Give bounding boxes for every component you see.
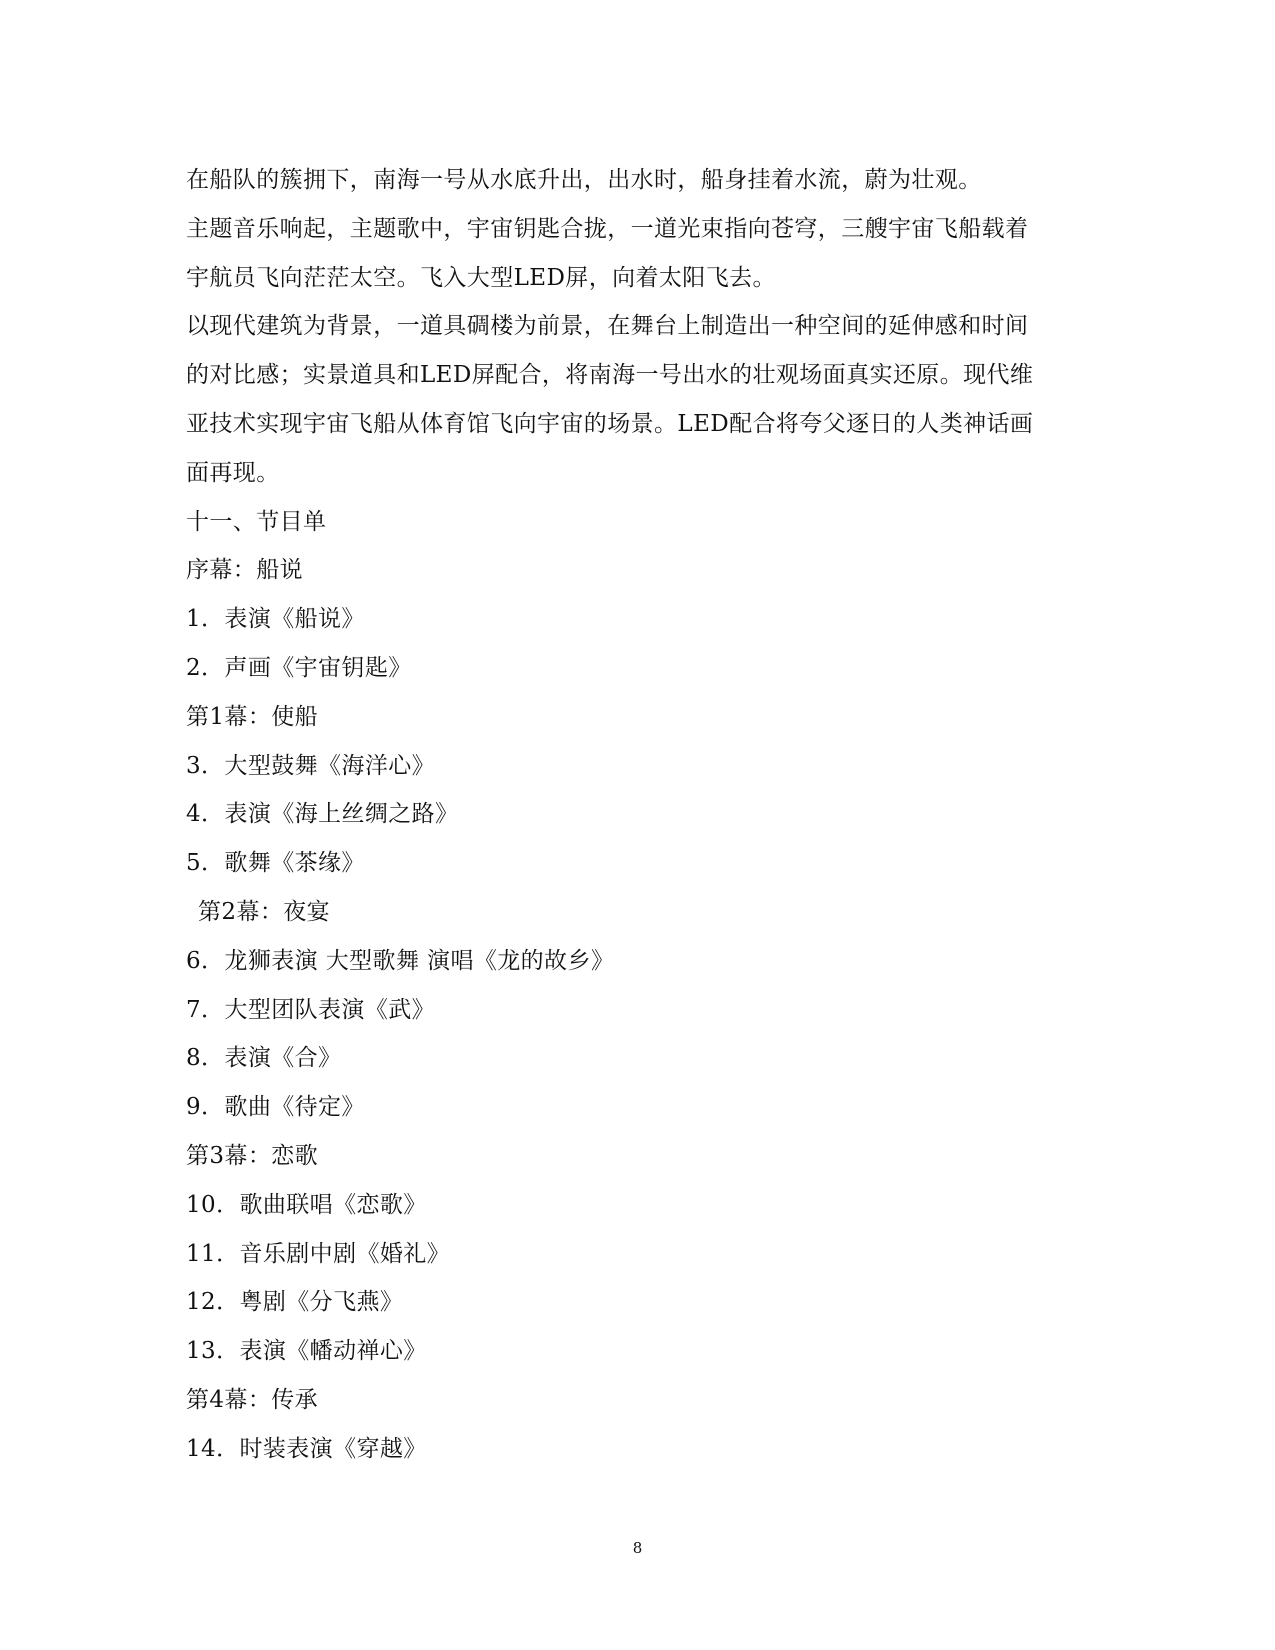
program-item: 4．表演《海上丝绸之路》	[186, 801, 459, 828]
program-act-title: 第4幕：传承	[186, 1386, 319, 1413]
page-number: 8	[632, 1539, 643, 1557]
program-act-title: 第2幕：夜宴	[198, 898, 331, 925]
program-item: 9．歌曲《待定》	[186, 1094, 365, 1121]
body-paragraph-line: 宇航员飞向茫茫太空。飞入大型LED屏，向着太阳飞去。	[186, 264, 776, 291]
body-paragraph-line: 在船队的簇拥下，南海一号从水底升出，出水时，船身挂着水流，蔚为壮观。	[186, 167, 982, 193]
program-item: 10．歌曲联唱《恋歌》	[186, 1191, 427, 1218]
body-paragraph-line: 以现代建筑为背景，一道具碉楼为前景，在舞台上制造出一种空间的延伸感和时间	[186, 313, 1029, 340]
page-content	[186, 156, 1086, 1474]
program-act-title: 第3幕：恋歌	[186, 1142, 319, 1169]
body-paragraph-line: 亚技术实现宇宙飞船从体育馆飞向宇宙的场景。LED配合将夸父逐日的人类神话画	[186, 410, 1034, 437]
section-heading: 十一、节目单	[186, 508, 327, 535]
program-item: 1．表演《船说》	[186, 606, 365, 633]
program-item: 14．时装表演《穿越》	[186, 1435, 427, 1462]
program-item: 5．歌舞《茶缘》	[186, 850, 365, 877]
program-item: 13．表演《幡动禅心》	[186, 1338, 427, 1365]
body-paragraph-line: 主题音乐响起，主题歌中，宇宙钥匙合拢，一道光束指向苍穹，三艘宇宙飞船载着	[186, 215, 1029, 242]
program-act-title: 第1幕：使船	[186, 703, 319, 730]
program-item: 6．龙狮表演 大型歌舞 演唱《龙的故乡》	[186, 947, 615, 974]
program-item: 8．表演《合》	[186, 1045, 342, 1072]
program-item: 12．粤剧《分飞燕》	[186, 1289, 404, 1316]
program-act-title: 序幕：船说	[186, 557, 303, 584]
body-paragraph-line: 的对比感；实景道具和LED屏配合，将南海一号出水的壮观场面真实还原。现代维	[186, 362, 1034, 389]
program-item: 7．大型团队表演《武》	[186, 996, 436, 1023]
program-item: 3．大型鼓舞《海洋心》	[186, 752, 436, 779]
body-paragraph-line: 面再现。	[186, 459, 280, 486]
program-item: 2．声画《宇宙钥匙》	[186, 654, 412, 681]
program-item: 11．音乐剧中剧《婚礼》	[186, 1240, 451, 1267]
